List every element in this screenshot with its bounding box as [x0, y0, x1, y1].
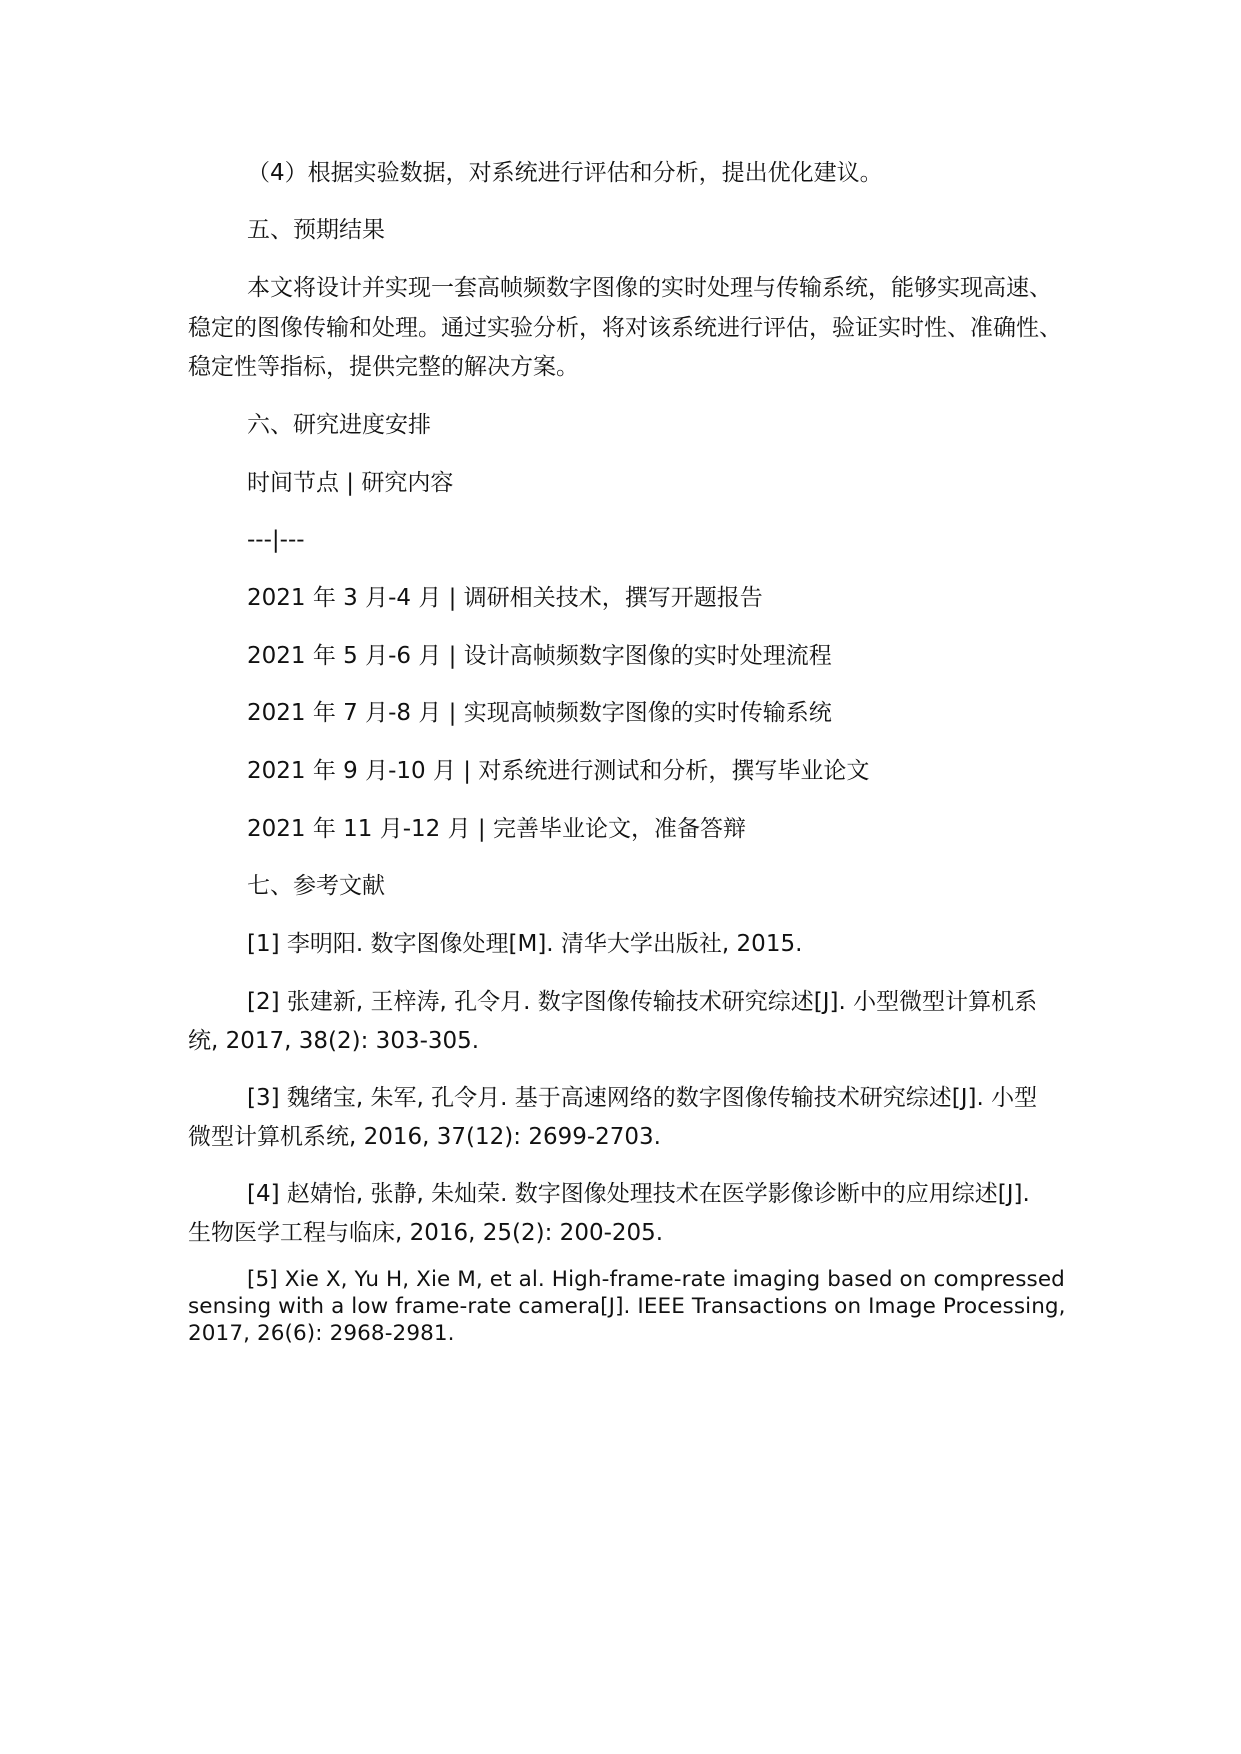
section-heading-references: 七、参考文献 [247, 873, 385, 899]
paragraph-line: 稳定性等指标，提供完整的解决方案。 [188, 354, 579, 380]
reference-2-continued: 统, 2017, 38(2): 303-305. [188, 1028, 480, 1054]
paragraph-line: 稳定的图像传输和处理。通过实验分析，将对该系统进行评估，验证实时性、准确性、 [188, 315, 1062, 341]
reference-3-continued: 微型计算机系统, 2016, 37(12): 2699-2703. [188, 1124, 661, 1150]
list-item-4: （4）根据实验数据，对系统进行评估和分析，提出优化建议。 [247, 160, 883, 186]
schedule-table-header: 时间节点 | 研究内容 [247, 470, 454, 496]
schedule-row: 2021 年 3 月-4 月 | 调研相关技术，撰写开题报告 [247, 585, 763, 611]
schedule-row: 2021 年 11 月-12 月 | 完善毕业论文，准备答辩 [247, 816, 746, 842]
schedule-row: 2021 年 7 月-8 月 | 实现高帧频数字图像的实时传输系统 [247, 700, 832, 726]
schedule-row: 2021 年 5 月-6 月 | 设计高帧频数字图像的实时处理流程 [247, 643, 832, 669]
reference-5: [5] Xie X, Yu H, Xie M, et al. High-frame-rate imaging based on compressed [247, 1267, 1065, 1292]
reference-5-continued: 2017, 26(6): 2968-2981. [188, 1321, 455, 1346]
schedule-table-separator: ---|--- [247, 527, 305, 553]
section-heading-expected-results: 五、预期结果 [247, 217, 385, 243]
reference-1: [1] 李明阳. 数字图像处理[M]. 清华大学出版社, 2015. [247, 931, 803, 957]
reference-2: [2] 张建新, 王梓涛, 孔令月. 数字图像传输技术研究综述[J]. 小型微型计算机系 [247, 989, 1038, 1015]
reference-4-continued: 生物医学工程与临床, 2016, 25(2): 200-205. [188, 1220, 664, 1246]
section-heading-schedule: 六、研究进度安排 [247, 412, 431, 438]
reference-5-continued: sensing with a low frame-rate camera[J]. IEEE Transactions on Image Processing, [188, 1294, 1066, 1319]
reference-4: [4] 赵婧怡, 张静, 朱灿荣. 数字图像处理技术在医学影像诊断中的应用综述[J]. [247, 1181, 1030, 1207]
schedule-row: 2021 年 9 月-10 月 | 对系统进行测试和分析，撰写毕业论文 [247, 758, 870, 784]
paragraph-line: 本文将设计并实现一套高帧频数字图像的实时处理与传输系统，能够实现高速、 [247, 275, 1052, 301]
reference-3: [3] 魏绪宝, 朱军, 孔令月. 基于高速网络的数字图像传输技术研究综述[J]. 小型 [247, 1085, 1038, 1111]
